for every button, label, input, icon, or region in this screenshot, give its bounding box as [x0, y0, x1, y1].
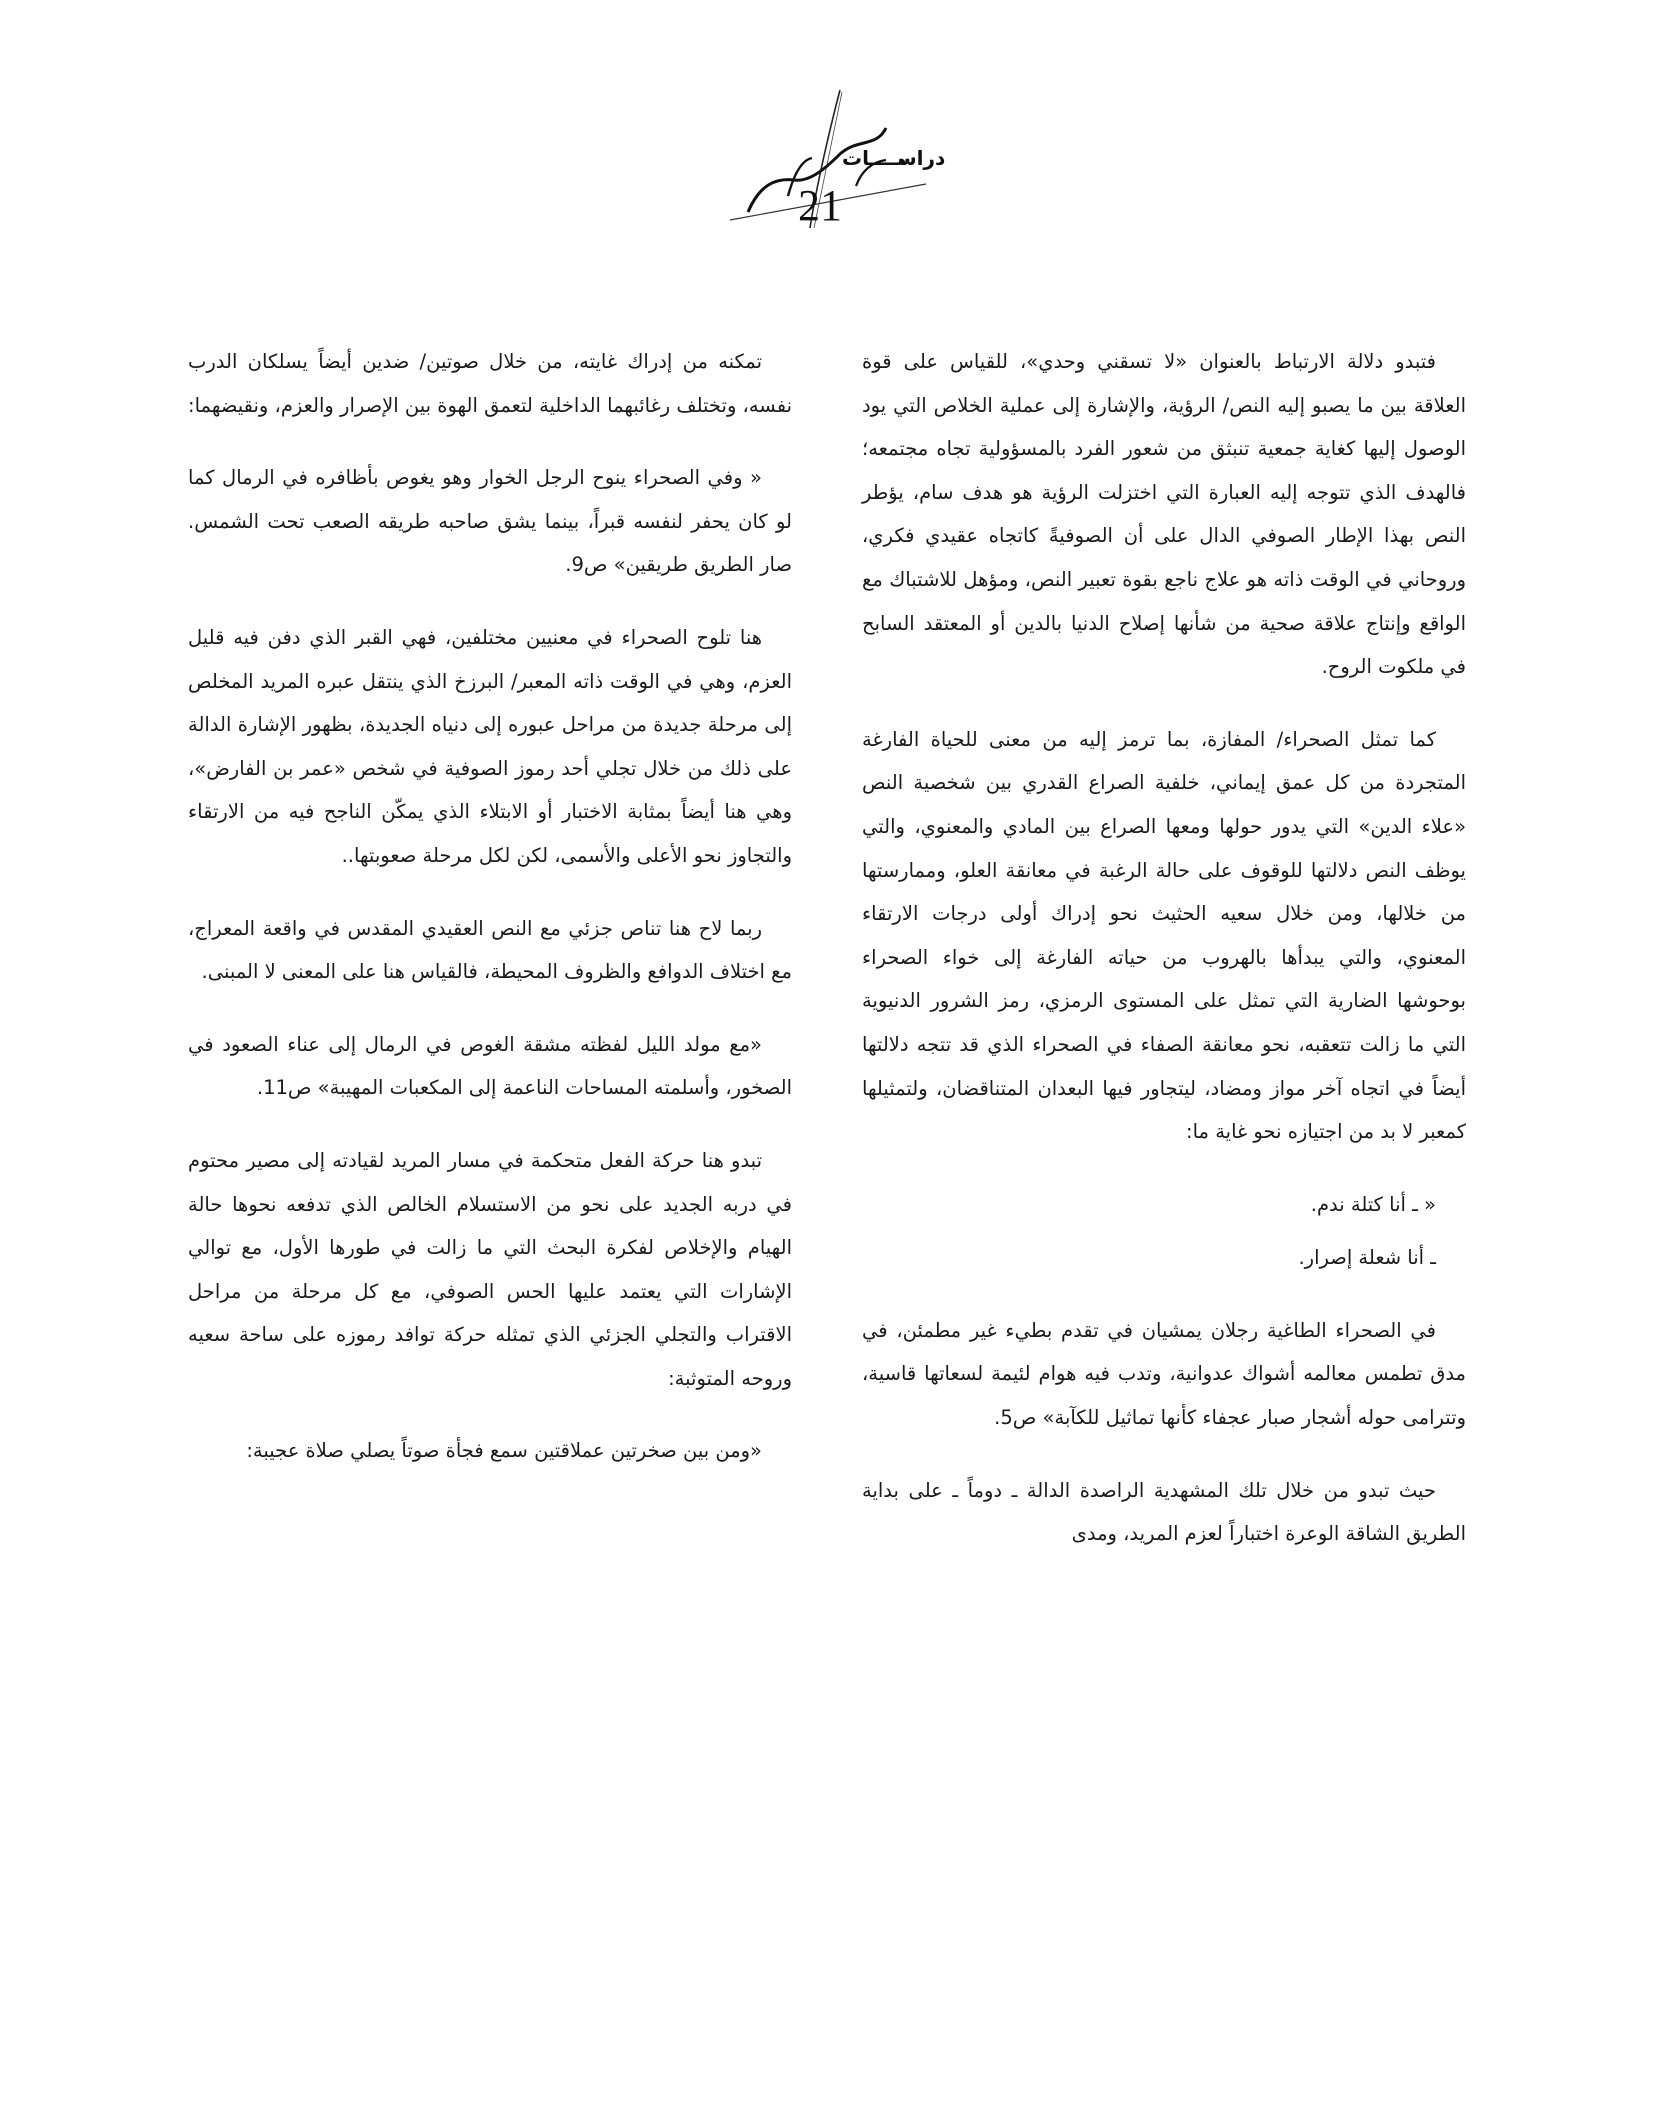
paragraph: حيث تبدو من خلال تلك المشهدية الراصدة الدالة ـ دوماً ـ على بداية الطريق الشاقة الوعرة اختباراً لعزم المريد، ومدى: [862, 1478, 1466, 1546]
quote-paragraph: «مع مولد الليل لفظته مشقة الغوص في الرمال إلى عناء الصعود في الصخور، وأسلمته المساحات الناعمة إلى المكعبات المهيبة» ص11.: [188, 1032, 792, 1100]
quote-paragraph: «ومن بين صخرتين عملاقتين سمع فجأة صوتاً يصلي صلاة عجيبة:: [246, 1439, 762, 1463]
paragraph: ربما لاح هنا تناص جزئي مع النص العقيدي المقدس في واقعة المعراج، مع اختلاف الدوافع والظروف المحيطة، فالقياس هنا على المعنى لا المبنى.: [188, 916, 792, 984]
paragraph: كما تمثل الصحراء/ المفازة، بما ترمز إليه من معنى للحياة الفارغة المتجردة من كل عمق إيماني، خلفية الصراع القدري بين شخصية النص «علاء الدين» التي يدور حولها ومعها الصراع بين المادي والمعنوي، والتي يوظف النص دلالتها للوقوف على حالة الرغبة في معانقة العلو، وممارستها من خلالها، ومن خلال سعيه الحثيث نحو إدراك أولى درجات الارتقاء المعنوي، والتي يبدأها بالهروب من حياته الفارغة إلى خواء الصحراء بوحوشها الضارية التي تمثل على المستوى الرمزي، رمز الشرور الدنيوية التي ما زالت تتعقبه، نحو معانقة الصفاء في الصحراء الذي قد تتجه دلالتها أيضاً في اتجاه آخر مواز ومضاد، ليتجاور فيها البعدان المتناقضان، ولتمثيلها كمعبر لا بد من اجتيازه نحو غاية ما:: [862, 727, 1466, 1144]
page-number: 21: [798, 181, 842, 230]
quote-line: « ـ أنا كتلة ندم.: [1310, 1192, 1436, 1216]
paragraph: فتبدو دلالة الارتباط بالعنوان «لا تسقني وحدي»، للقياس على قوة العلاقة بين ما يصبو إليه النص/ الرؤية، والإشارة إلى عملية الخلاص التي يود الوصول إليها كغاية جمعية تنبثق من شعور الفرد بالمسؤولية تجاه مجتمعه؛ فالهدف الذي تتوجه إليه العبارة التي اختزلت الرؤية هو هدف سام، يؤطر النص بهذا الإطار الصوفي الدال على أن الصوفيةً كاتجاه عقيدي فكري، وروحاني في الوقت ذاته هو علاج ناجع بقوة تعبير النص، ومؤهل للاشتباك مع الواقع وإنتاج علاقة صحية من شأنها إصلاح الدنيا بالدين أو المعتقد السابح في ملكوت الروح.: [862, 350, 1466, 679]
quote-paragraph: « وفي الصحراء ينوح الرجل الخوار وهو يغوص بأظافره في الرمال كما لو كان يحفر لنفسه قبراً، بينما يشق صاحبه طريقه الصعب تحت الشمس. صار الطريق طريقين» ص9.: [188, 466, 792, 577]
page-header: [690, 88, 950, 238]
quote-line: ـ أنا شعلة إصرار.: [1298, 1246, 1436, 1270]
article-column-left: [188, 340, 792, 1502]
paragraph: تبدو هنا حركة الفعل متحكمة في مسار المريد لقيادته إلى مصير محتوم في دربه الجديد على نحو من الاستسلام الخالص الذي تدفعه نحوها حالة الهيام والإخلاص لفكرة البحث التي ما زالت في طورها الأول، مع توالي الإشارات التي يعتمد عليها الحس الصوفي، مع كل مرحلة من مراحل الاقتراب والتجلي الجزئي الذي تمثله حركة توافد رموزه على ساحة سعيه وروحه المتوثبة:: [188, 1148, 792, 1390]
paragraph: تمكنه من إدراك غايته، من خلال صوتين/ ضدين أيضاً يسلكان الدرب نفسه، وتختلف رغائبهما الداخلية لتعمق الهوة بين الإصرار والعزم، ونقيضهما:: [188, 350, 792, 417]
article-column-right: [862, 340, 1466, 1585]
section-label: دراســــات: [842, 146, 946, 170]
paragraph: هنا تلوح الصحراء في معنيين مختلفين، فهي القبر الذي دفن فيه قليل العزم، وهي في الوقت ذاته المعبر/ البرزخ الذي ينتقل عبره المريد المخلص إلى مرحلة جديدة من مراحل عبوره إلى دنياه الجديدة، بظهور الإشارة الدالة على ذلك من خلال تجلي أحد رموز الصوفية في شخص «عمر بن الفارض»، وهي هنا أيضاً بمثابة الاختبار أو الابتلاء الذي يمكّن الناجح فيه من الارتقاء والتجاوز نحو الأعلى والأسمى، لكن لكل مرحلة صعوبتها..: [188, 625, 792, 867]
paragraph: في الصحراء الطاغية رجلان يمشيان في تقدم بطيء غير مطمئن، في مدق تطمس معالمه أشواك عدوانية، وتدب فيه هوام لئيمة لسعاتها قاسية، وتترامى حوله أشجار صبار عجفاء كأنها تماثيل للكآبة» ص5.: [862, 1318, 1466, 1430]
